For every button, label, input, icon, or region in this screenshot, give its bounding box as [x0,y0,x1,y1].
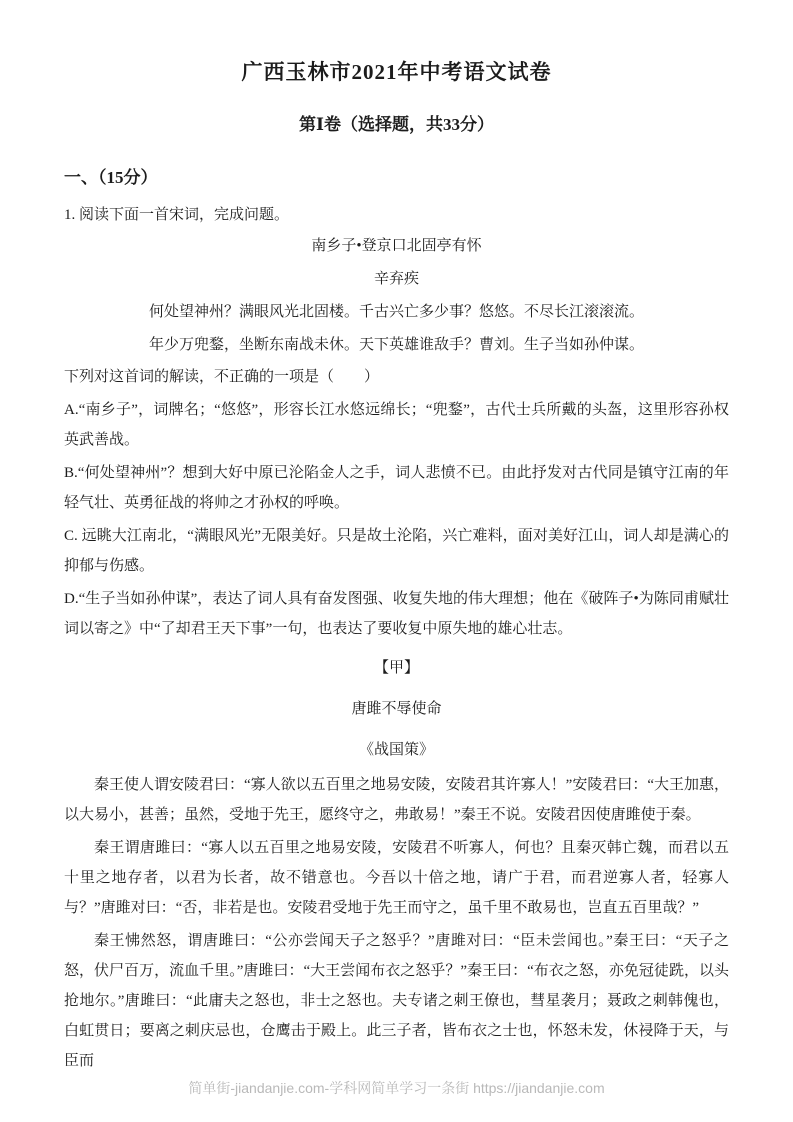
watermark-footer: 简单街-jiandanjie.com-学科网简单学习一条街 https://jiandanjie.com [188,1080,605,1096]
section-one-heading: 一、（15分） [64,168,158,187]
question-intro: 1. 阅读下面一首宋词，完成问题。 [64,207,290,223]
option-b: B.“何处望神州”？想到大好中原已沦陷金人之手，词人悲愤不已。由此抒发对古代同是镇守江南的年轻气壮、英勇征战的将帅之才孙权的呼唤。 [64,465,729,511]
option-a: A.“南乡子”，词牌名；“悠悠”，形容长江水悠远绵长；“兜鍪”，古代士兵所戴的头盔，这里形容孙权英武善战。 [64,402,729,448]
poem-line-1: 何处望神州？满眼风光北固楼。千古兴亡多少事？悠悠。不尽长江滚滚流。 [148,304,644,320]
poem-title: 南乡子•登京口北固亭有怀 [311,238,482,254]
passage-paragraph-1: 秦王使人谓安陵君曰：“寡人欲以五百里之地易安陵，安陵君其许寡人！”安陵君曰：“大王加惠，以大易小，甚善；虽然，受地于先王，愿终守之，弗敢易！”秦王不说。安陵君因使唐雎使于秦。 [64,777,729,823]
poem-line-2: 年少万兜鍪，坐断东南战未休。天下英雄谁敌手？曹刘。生子当如孙仲谋。 [148,337,644,353]
page-title: 广西玉林市2021年中考语文试卷 [241,60,552,84]
passage-source: 《战国策》 [358,742,434,758]
option-c: C. 远眺大江南北，“满眼风光”无限美好。只是故土沦陷，兴亡难料，面对美好江山，词人却是满心的抑郁与伤感。 [64,528,729,574]
passage-paragraph-3: 秦王怫然怒，谓唐雎曰：“公亦尝闻天子之怒乎？”唐雎对曰：“臣未尝闻也。”秦王曰：“天子之怒，伏尸百万，流血千里。”唐雎曰：“大王尝闻布衣之怒乎？”秦王曰：“布衣之怒，亦免冠徒跣，以头抢地尔。”唐雎曰：“此庸夫之怒也，非士之怒也。夫专诸之刺王僚也，彗星袭月；聂政之刺韩傀也，白虹贯日；要离之刺庆忌也，仓鹰击于殿上。此三子者，皆布衣之士也，怀怒未发，休祲降于天，与臣而 [64,933,729,1069]
volume-heading: 第Ⅰ卷（选择题，共33分） [299,115,494,134]
question-stem: 下列对这首词的解读，不正确的一项是（ ） [64,369,380,385]
passage-label: 【甲】 [373,660,419,676]
passage-title: 唐雎不辱使命 [351,701,442,717]
option-d: D.“生子当如孙仲谋”，表达了词人具有奋发图强、收复失地的伟大理想；他在《破阵子•为陈同甫赋壮词以寄之》中“了却君王天下事”一句，也表达了要收复中原失地的雄心壮志。 [64,591,729,637]
passage-paragraph-2: 秦王谓唐雎曰：“寡人以五百里之地易安陵，安陵君不听寡人，何也？且秦灭韩亡魏，而君以五十里之地存者，以君为长者，故不错意也。今吾以十倍之地，请广于君，而君逆寡人者，轻寡人与？”唐雎对曰：“否，非若是也。安陵君受地于先王而守之，虽千里不敢易也，岂直五百里哉？” [64,840,729,916]
poem-block [64,230,729,362]
poem-author: 辛弃疾 [373,271,419,287]
passage-block [64,652,729,1076]
